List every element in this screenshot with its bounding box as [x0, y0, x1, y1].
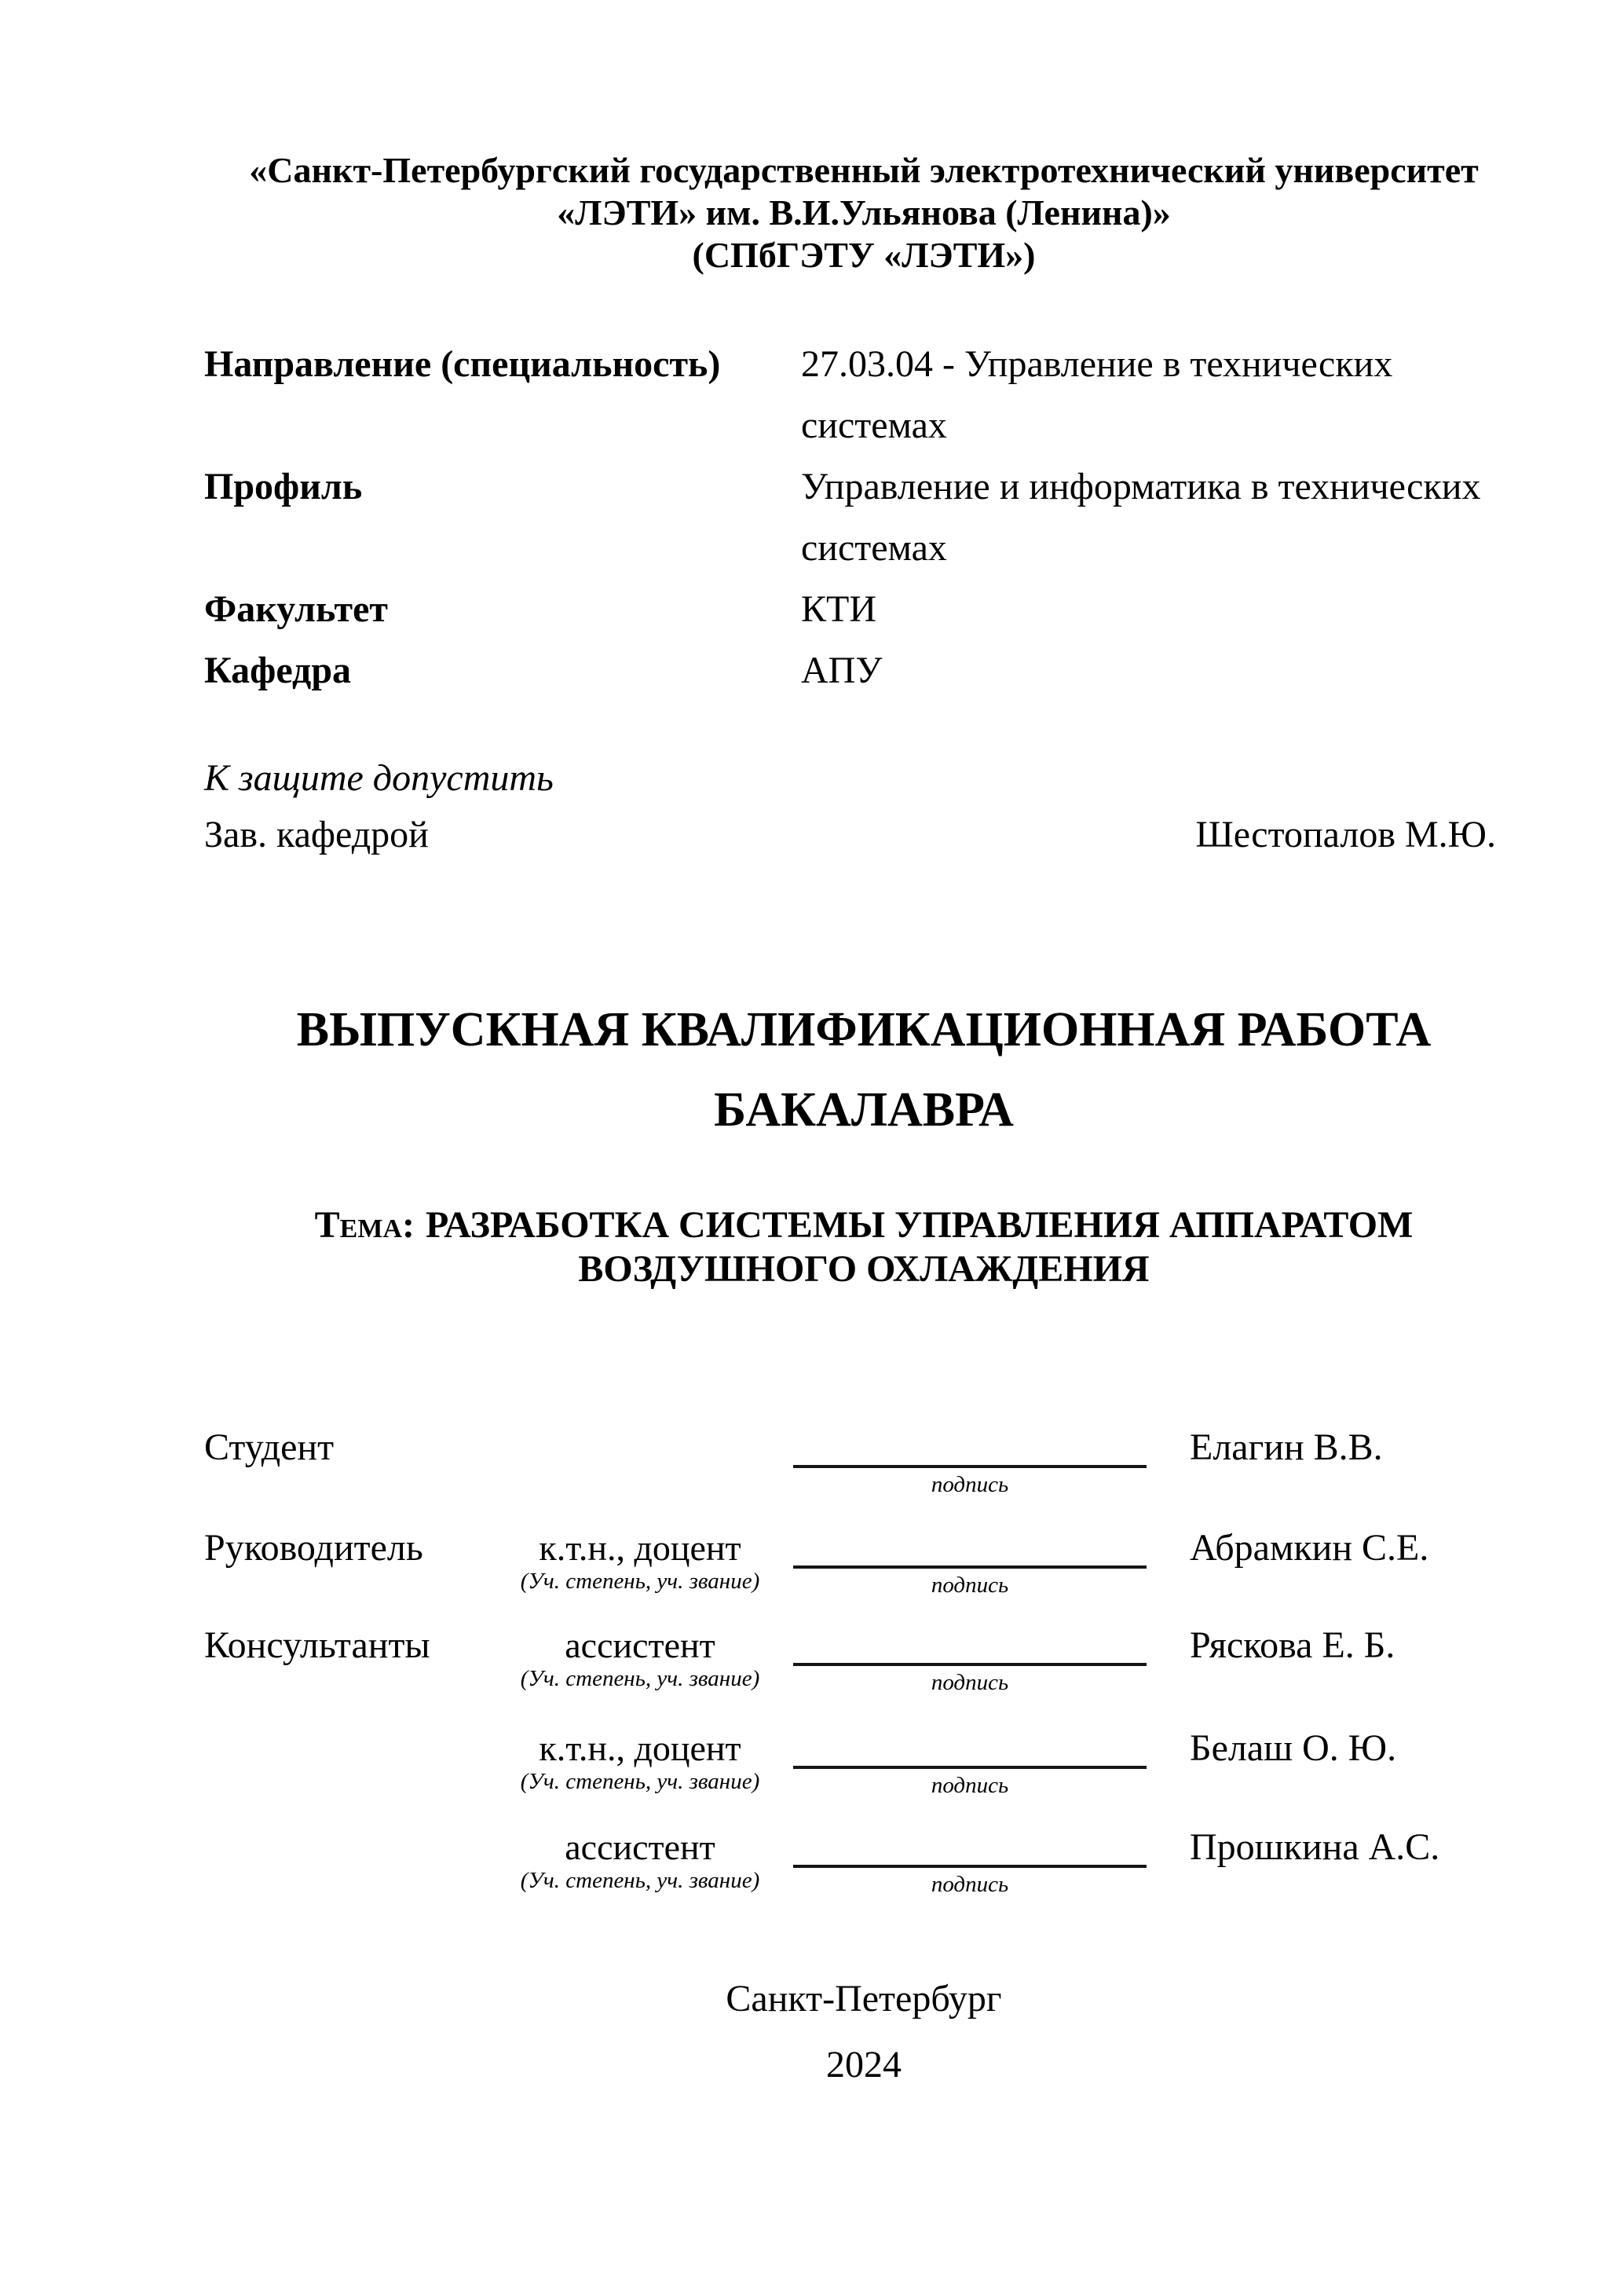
topic-text-line1: РАЗРАБОТКА СИСТЕМЫ УПРАВЛЕНИЯ АППАРАТОМ — [425, 1204, 1414, 1246]
signature-caption: подпись — [931, 1773, 1009, 1798]
signature-line — [793, 1625, 1147, 1666]
topic-text-line2: ВОЗДУШНОГО ОХЛАЖДЕНИЯ — [578, 1248, 1150, 1290]
signature-role: Студент — [204, 1426, 335, 1468]
direction-label: Направление (специальность) — [204, 343, 721, 385]
university-name-line2: «ЛЭТИ» им. В.И.Ульянова (Ленина)» — [557, 192, 1171, 233]
topic-block — [204, 1203, 1523, 1291]
footer-city: Санкт-Петербург — [726, 1978, 1002, 2020]
signature-degree — [487, 1728, 793, 1798]
admission-note: К защите допустить — [204, 757, 554, 799]
signature-degree-sublabel: (Уч. степень, уч. звание) — [520, 1666, 760, 1691]
signature-name: Ряскова Е. Б. — [1190, 1624, 1395, 1666]
faculty-value: КТИ — [801, 588, 876, 630]
signature-name: Прошкина А.С. — [1190, 1826, 1440, 1868]
signature-line-cell — [793, 1827, 1147, 1897]
field-row-faculty — [204, 579, 1539, 640]
topic-prefix: Тема: — [314, 1204, 415, 1246]
department-head-label: Зав. кафедрой — [204, 814, 429, 855]
profile-label: Профиль — [204, 466, 363, 507]
field-row-direction — [204, 334, 1539, 456]
signature-degree-sublabel: (Уч. степень, уч. звание) — [520, 1569, 760, 1594]
signature-degree — [487, 1528, 793, 1598]
signature-degree-sublabel: (Уч. степень, уч. звание) — [520, 1868, 760, 1893]
signature-degree-text: к.т.н., доцент — [539, 1528, 741, 1568]
faculty-label: Факультет — [204, 588, 388, 630]
department-label: Кафедра — [204, 650, 352, 691]
work-title-line1: ВЫПУСКНАЯ КВАЛИФИКАЦИОННАЯ РАБОТА — [296, 1003, 1432, 1056]
university-name-line1: «Санкт-Петербургский государственный электротехнический университет — [249, 150, 1479, 190]
signature-row-consultant-1 — [204, 1625, 1523, 1695]
university-abbreviation: (СПбГЭТУ «ЛЭТИ») — [692, 235, 1036, 275]
field-row-department — [204, 640, 1539, 701]
signature-degree — [487, 1625, 793, 1695]
signature-role: Консультанты — [204, 1624, 430, 1666]
signature-row-supervisor — [204, 1528, 1523, 1598]
work-title — [204, 990, 1523, 1150]
signature-line-cell — [793, 1728, 1147, 1798]
department-head-row — [204, 813, 1496, 856]
department-value: АПУ — [801, 650, 883, 691]
signature-line — [793, 1427, 1147, 1468]
signature-line — [793, 1827, 1147, 1868]
signature-role-empty — [204, 1827, 487, 1897]
signature-name: Белаш О. Ю. — [1190, 1727, 1397, 1769]
signature-row-student — [204, 1427, 1523, 1497]
signature-degree-text: ассистент — [565, 1625, 715, 1665]
signature-line-cell — [793, 1427, 1147, 1497]
signature-row-consultant-2 — [204, 1728, 1523, 1798]
profile-value: Управление и информатика в технических системах — [801, 466, 1481, 569]
signature-caption: подпись — [931, 1872, 1009, 1897]
direction-value: 27.03.04 - Управление в технических системах — [801, 343, 1393, 446]
program-fields — [204, 334, 1539, 701]
signature-degree-sublabel: (Уч. степень, уч. звание) — [520, 1769, 760, 1794]
field-row-profile — [204, 456, 1539, 579]
signature-line-cell — [793, 1625, 1147, 1695]
department-head-name: Шестопалов М.Ю. — [1195, 814, 1496, 855]
university-header — [204, 149, 1523, 276]
signature-name: Абрамкин С.Е. — [1190, 1527, 1429, 1569]
topic-line1 — [204, 1203, 1523, 1247]
work-title-line2: БАКАЛАВРА — [714, 1083, 1014, 1137]
signature-degree — [487, 1827, 793, 1897]
signature-line — [793, 1528, 1147, 1569]
signature-line-cell — [793, 1528, 1147, 1598]
signature-caption: подпись — [931, 1573, 1009, 1598]
signature-caption: подпись — [931, 1472, 1009, 1497]
signature-degree-empty — [487, 1427, 793, 1497]
footer-year: 2024 — [826, 2044, 902, 2085]
signature-role: Руководитель — [204, 1527, 423, 1569]
signature-degree-text: к.т.н., доцент — [539, 1728, 741, 1768]
signature-row-consultant-3 — [204, 1827, 1523, 1897]
signature-role-empty — [204, 1728, 487, 1798]
footer — [204, 1966, 1523, 2098]
signature-line — [793, 1728, 1147, 1769]
signature-caption: подпись — [931, 1670, 1009, 1695]
signature-degree-text: ассистент — [565, 1827, 715, 1867]
signature-name: Елагин В.В. — [1190, 1426, 1383, 1468]
